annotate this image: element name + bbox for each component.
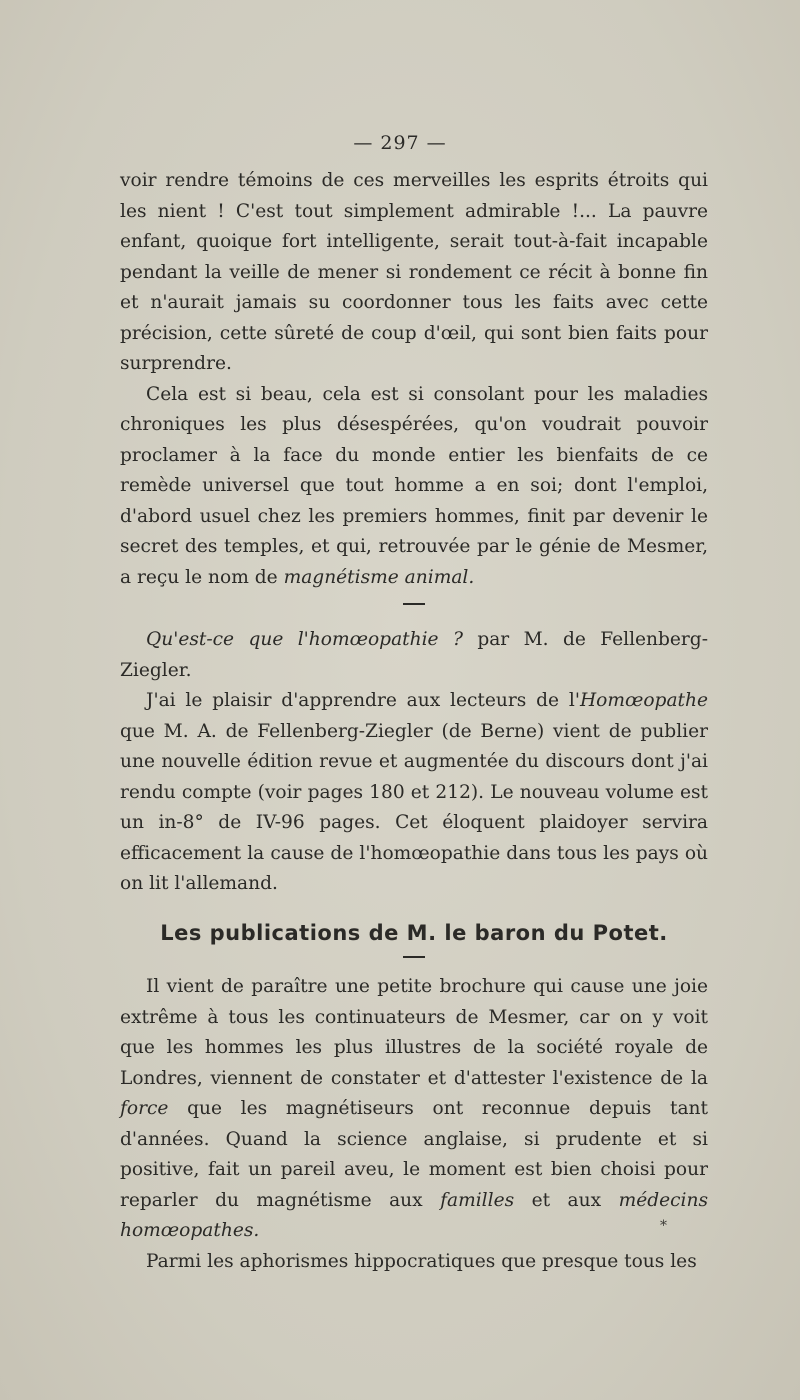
footer-mark: *: [660, 1218, 667, 1234]
paragraph-4-lead: Il vient de paraître une petite brochure qui cause une joie extrême à tous les continuateurs de Mesmer, car on y voit que les hommes les plus illustres de la société royale de Londres, viennent de constater et d'attester l'existence de la: [120, 976, 708, 1089]
review-heading: [120, 625, 708, 686]
heading-divider: [403, 956, 425, 958]
paragraph-4-emphasis-familles: familles: [440, 1189, 515, 1211]
paragraph-3-lead: J'ai le plaisir d'apprendre aux lecteurs de l': [146, 690, 580, 711]
section-heading: Les publications de M. le baron du Potet.: [160, 920, 668, 945]
paragraph-3-emphasis: Homœopathe: [579, 690, 708, 711]
review-byline: par M. de Fellenberg-Ziegler.: [120, 629, 708, 681]
paragraph-3-rest: que M. A. de Fellenberg-Ziegler (de Berne) vient de publier une nouvelle édition revue et augmentée du discours dont j'ai rendu compte (voir pages 180 et 212). Le nouveau volume est un in-8° de IV-96 pages. Cet éloquent plaidoyer servira efficacement la cause de l'homœopathie dans tous les pays où on lit l'allemand.: [120, 720, 708, 894]
paragraph-4-emphasis-force: force: [120, 1098, 169, 1119]
review-title: Qu'est-ce que l'homœopathie ?: [146, 629, 463, 650]
paragraph-2: [120, 380, 708, 594]
paragraph-2-text: Cela est si beau, cela est si consolant pour les maladies chroniques les plus désespérées, qu'on voudrait pouvoir proclamer à la face du monde entier les bienfaits de ce remède universel que tout homme a en soi; dont l'emploi, d'abord usuel chez les premiers hommes, finit par devenir le secret des temples, et qui, retrouvée par le génie de Mesmer, a reçu le nom de: [120, 383, 708, 588]
body-text: [120, 166, 708, 1277]
paragraph-5: Parmi les aphorismes hippocratiques que presque tous les: [146, 1250, 697, 1272]
section-divider: [403, 603, 425, 605]
paragraph-1: voir rendre témoins de ces merveilles les esprits étroits qui les nient ! C'est tout simplement admirable !... La pauvre enfant, quoique fort intelligente, serait tout-à-fait incapable pendant la veille de mener si rondement ce récit à bonne fin et n'aurait jamais su coordonner tous les faits avec cette précision, cette sûreté de coup d'œil, qui sont bien faits pour surprendre.: [120, 170, 708, 374]
paragraph-2-emphasis: magnétisme animal.: [283, 566, 475, 588]
paragraph-4-middle: que les magnétiseurs ont reconnue depuis tant d'années. Quand la science anglaise, si prudente et si positive, fait un pareil aveu, le moment est bien choisi pour reparler du magnétisme aux: [120, 1098, 708, 1211]
paragraph-4: [120, 972, 708, 1247]
page-number: — 297 —: [353, 132, 447, 154]
paragraph-4-and: et aux: [514, 1189, 619, 1211]
paragraph-3: [120, 686, 708, 900]
paragraph-4-emphasis-medecins: médecins homœopathes.: [120, 1189, 708, 1241]
